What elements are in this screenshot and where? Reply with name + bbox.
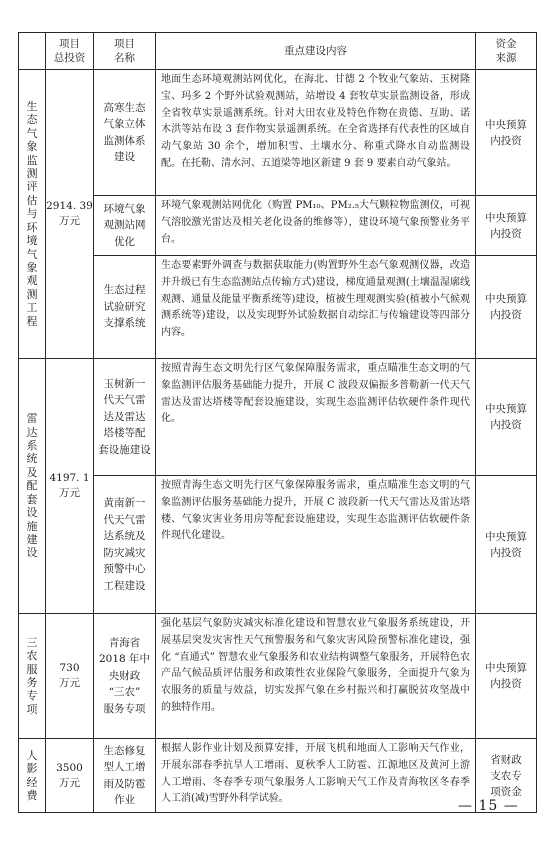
project-content-cell xyxy=(156,739,476,813)
header-category-cell xyxy=(19,33,46,70)
header-fund-cell xyxy=(476,33,537,70)
table-row xyxy=(19,196,537,256)
table-header-row xyxy=(19,33,537,70)
project-content: 地面生态环境观测站网优化，在海北、甘德 2 个牧业气象站、玉树隆宝、玛多 2 个野外试验观测站，站增设 4 套牧草实景监测设备，形成全省牧草实景遥测系统。针对大田农业及特色作物在贵德、互助、诺木洪等站布设 3 套作物实景遥测系统。在全省选择有代表性的区域自动气象站 30 余个，增加积雪、土壤水分、称重式降水自动监测设配。在托勒、清水河、五道梁等地区新建 9 套 9 要素自动气象站。 xyxy=(161,74,470,169)
project-content: 生态要素野外调查与数据获取能力(购置野外生态气象观测仪器，改造并升级已有生态监测站点传输方式)建设，梯度通量观测(土壤温湿廓线观测、通量及能量平衡系统等)建设，植被生理观测实验(植被小气候观测系统等)建设，以及实现野外试验数据自动综汇与传输建设等四部分内容。 xyxy=(161,260,470,339)
page-number: — 15 — xyxy=(458,798,519,814)
project-content: 强化基层气象防灾减灾标准化建设和智慧农业气象服务系统建设，开展基层突发灾害性天气预警服务和气象灾害风险预警标准化建设，强化 “直通式” 智慧农业气象服务和农业结构调整气象服务，开展特色农产品气候品质评估服务和政策性农业保险气象服务，全面提升气象为农服务的质量与效益，切实发挥气象在乡村振兴和打赢脱贫攻坚战中的独特作用。 xyxy=(161,618,470,713)
header-content: 重点建设内容 xyxy=(284,45,347,57)
project-name: 高寒生态 气象立体 监测体系 建设 xyxy=(94,70,156,196)
project-name: 玉树新一 代天气雷 达及雷达 塔楼等配 套设施建设 xyxy=(94,359,156,476)
header-content-cell xyxy=(156,33,476,70)
project-content-cell xyxy=(156,614,476,739)
fund-source: 中央预算 内投资 xyxy=(476,256,537,359)
project-content: 环境气象观测站网优化（购置 PM₁₀、PM₂.₅大气颗粒物监测仪，可视气溶胶激光雷达及相关老化设备的维修等），建设环境气象预警业务平台。 xyxy=(161,200,470,245)
project-content: 按照青海生态文明先行区气象保障服务需求，重点瞄准生态文明的气象监测评估服务基础能力提升，开展 C 波段双偏振多普勒新一代天气雷达及雷达塔楼等配套设施建设，实现生态监测评估软硬件条件现代化。 xyxy=(161,363,470,425)
category-cell xyxy=(19,614,46,739)
category-label: 三 农 服 务 专 项 xyxy=(26,635,38,716)
category-cell xyxy=(19,359,46,614)
project-content: 按照青海生态文明先行区气象保障服务需求，重点瞄准生态文明的气象监测评估服务基础能力提升，开展 C 波段新一代天气雷达及雷达塔楼、气象灾害业务用房等配套设施建设，实现生态监测评估软硬件条件现代化建设。 xyxy=(161,480,470,542)
category-label: 雷 达 系 统 及 配 套 设 施 建 设 xyxy=(26,412,38,560)
fund-source: 中央预算 内投资 xyxy=(476,476,537,614)
category-cell xyxy=(19,70,46,359)
header-fund: 资金 来源 xyxy=(495,38,517,64)
fund-source: 中央预算 内投资 xyxy=(476,196,537,256)
project-content-cell xyxy=(156,256,476,359)
fund-source: 中央预算 内投资 xyxy=(476,70,537,196)
investment-cell: 4197. 1 万元 xyxy=(46,359,94,614)
table-row xyxy=(19,359,537,476)
investment-cell: 730 万元 xyxy=(46,614,94,739)
header-investment-cell xyxy=(46,33,94,70)
project-name: 环境气象 观测站网 优化 xyxy=(94,196,156,256)
project-table xyxy=(18,32,537,813)
table-row xyxy=(19,256,537,359)
fund-source: 中央预算 内投资 xyxy=(476,359,537,476)
category-cell xyxy=(19,739,46,813)
investment-cell: 3500 万元 xyxy=(46,739,94,813)
header-investment: 项目 总投资 xyxy=(53,38,86,64)
header-name: 项目 名称 xyxy=(114,38,135,64)
project-name: 生态过程 试验研究 支撑系统 xyxy=(94,256,156,359)
project-name: 生态修复 型人工增 雨及防雹 作业 xyxy=(94,739,156,813)
project-content-cell xyxy=(156,476,476,614)
header-name-cell xyxy=(94,33,156,70)
project-content: 根据人影作业计划及预算安排，开展飞机和地面人工影响天气作业，开展东部春季抗旱人工增雨、夏秋季人工防雹、江源地区及黄河上游人工增雨、冬春季专项气象服务人工影响天气工作及青海牧区冬春季人工消(减)雪野外科学试验。 xyxy=(161,743,470,805)
project-content-cell xyxy=(156,359,476,476)
table-row xyxy=(19,70,537,196)
project-name: 黄南新一 代天气雷 达系统及 防灾减灾 预警中心 工程建设 xyxy=(94,476,156,614)
fund-source: 省财政 支农专 项资金 xyxy=(476,739,537,813)
fund-source: 中央预算 内投资 xyxy=(476,614,537,739)
project-content-cell xyxy=(156,196,476,256)
project-content-cell xyxy=(156,70,476,196)
investment-cell: 2914. 39 万元 xyxy=(46,70,94,359)
category-label: 人 影 经 费 xyxy=(26,748,38,802)
table-row xyxy=(19,476,537,614)
project-name: 青海省 2018 年中 央财政 “三农” 服务专项 xyxy=(94,614,156,739)
table-row xyxy=(19,614,537,739)
category-label: 生 态 气 象 监 测 评 估 与 环 境 气 象 观 测 工 程 xyxy=(26,100,38,328)
